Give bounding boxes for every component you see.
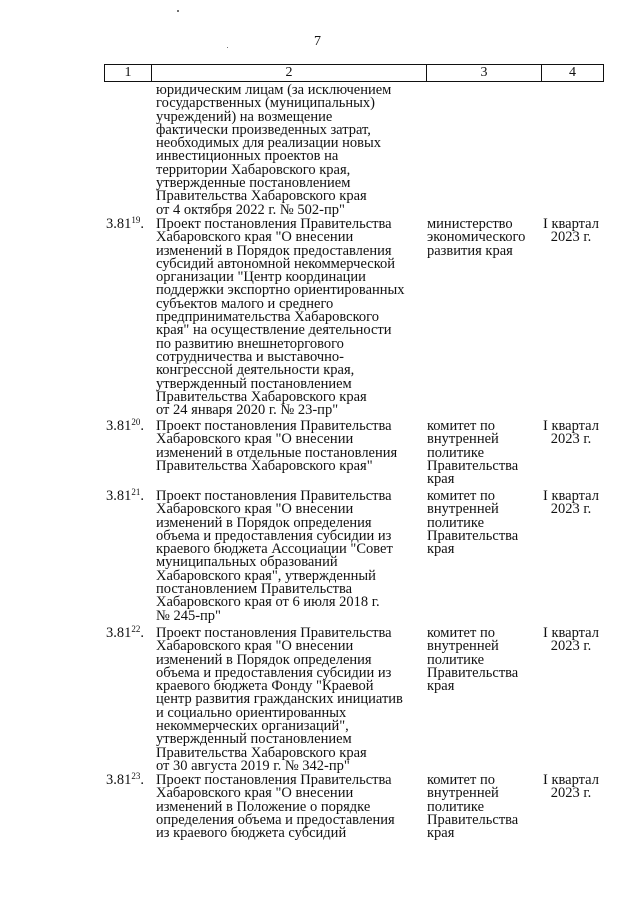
responsible-line: комитет по (427, 772, 495, 788)
responsible-line: экономического (427, 229, 526, 246)
responsible-line: министерство (427, 216, 513, 232)
responsible-line: края (427, 678, 455, 695)
responsible-line: края (427, 825, 455, 842)
responsible-line: комитет по (427, 488, 495, 504)
description-line: Проект постановления Правительства (156, 216, 392, 232)
description-line: от 24 января 2020 г. № 23-пр" (156, 402, 339, 419)
description-line: утвержденный постановлением (156, 731, 352, 748)
description-line: определения объема и предоставления (156, 811, 395, 828)
description-line: Правительства Хабаровского края (156, 744, 367, 761)
description-line: объема и предоставления субсидии из (156, 527, 392, 544)
description-line: организации "Центр координации (156, 269, 366, 286)
description-line: Хабаровского края "О внесении (156, 785, 354, 802)
row-deadline (538, 490, 604, 517)
table-header-row (104, 64, 604, 82)
description-line: Хабаровского края "О внесении (156, 229, 354, 246)
deadline-line: I квартал (543, 216, 599, 232)
row-description (156, 490, 424, 623)
description-line: Правительства Хабаровского края" (156, 457, 373, 474)
description-line: муниципальных образований (156, 554, 338, 571)
responsible-line: края (427, 471, 455, 488)
description-line: объема и предоставления субсидии из (156, 664, 392, 681)
description-line: Хабаровского края "О внесении (156, 638, 354, 655)
responsible-line: Правительства (427, 457, 519, 474)
description-line: изменений в Порядок определения (156, 514, 372, 531)
description-line: Хабаровского края от 6 июля 2018 г. (156, 594, 380, 611)
description-line: сотрудничества и выставочно- (156, 348, 344, 365)
description-line: учреждений) на возмещение (156, 108, 333, 125)
description-line: государственных (муниципальных) (156, 95, 375, 112)
deadline-line: I квартал (543, 625, 599, 641)
description-line: края" на осуществление деятельности (156, 322, 392, 339)
description-line: и социально ориентированных (156, 704, 347, 721)
responsible-line: края (427, 541, 455, 558)
row-number: 3.81$^{23}$. (106, 771, 144, 788)
responsible-line: политике (427, 651, 485, 668)
column-header-2: 2 (151, 65, 426, 81)
row-deadline (538, 774, 604, 801)
responsible-line: Правительства (427, 664, 519, 681)
deadline-line: 2023 г. (550, 229, 592, 246)
description-line: Проект постановления Правительства (156, 625, 392, 641)
description-line: субсидий автономной некоммерческой (156, 255, 396, 272)
row-responsible (427, 490, 537, 556)
description-line: предпринимательства Хабаровского (156, 309, 379, 326)
description-line: Проект постановления Правительства (156, 488, 392, 504)
responsible-line: политике (427, 798, 485, 815)
description-line: некоммерческих организаций", (156, 718, 349, 735)
description-line: Хабаровского края "О внесении (156, 431, 354, 448)
row-description (156, 84, 424, 217)
responsible-line: внутренней (427, 785, 499, 802)
description-line: Правительства Хабаровского края (156, 188, 367, 205)
description-line: из краевого бюджета субсидий (156, 825, 347, 842)
description-line: территории Хабаровского края, (156, 161, 351, 178)
row-number: 3.81$^{21}$. (106, 487, 144, 504)
row-number: 3.81$^{19}$. (106, 215, 144, 232)
responsible-line: политике (427, 444, 485, 461)
description-line: Проект постановления Правительства (156, 772, 392, 788)
column-header-3: 3 (426, 65, 541, 81)
responsible-line: Правительства (427, 527, 519, 544)
deadline-line: 2023 г. (550, 431, 592, 448)
deadline-line: I квартал (543, 772, 599, 788)
column-header-4: 4 (541, 65, 603, 81)
deadline-line: I квартал (543, 418, 599, 434)
page-number: 7 (314, 34, 321, 49)
row-deadline (538, 627, 604, 654)
description-line: краевого бюджета Фонду "Краевой (156, 678, 374, 695)
deadline-line: 2023 г. (550, 638, 592, 655)
deadline-line: I квартал (543, 488, 599, 504)
description-line: центр развития гражданских инициатив (156, 691, 403, 708)
row-number-superscript: 21 (131, 487, 141, 497)
row-number-superscript: 19 (131, 215, 141, 225)
description-line: изменений в Порядок предоставления (156, 242, 392, 259)
responsible-line: внутренней (427, 501, 499, 518)
row-number-superscript: 23 (131, 771, 141, 781)
responsible-line: комитет по (427, 625, 495, 641)
description-line: Хабаровского края", утвержденный (156, 567, 376, 584)
row-responsible (427, 627, 537, 693)
description-line: субъектов малого и среднего (156, 295, 334, 312)
responsible-line: внутренней (427, 638, 499, 655)
deadline-line: 2023 г. (550, 501, 592, 518)
description-line: изменений в Положение о порядке (156, 798, 371, 815)
row-description (156, 627, 424, 773)
responsible-line: комитет по (427, 418, 495, 434)
row-responsible (427, 774, 537, 840)
row-deadline (538, 218, 604, 245)
responsible-line: Правительства (427, 811, 519, 828)
responsible-line: внутренней (427, 431, 499, 448)
description-line: от 4 октября 2022 г. № 502-пр" (156, 201, 345, 218)
description-line: изменений в отдельные постановления (156, 444, 398, 461)
description-line: инвестиционных проектов на (156, 148, 339, 165)
deadline-line: 2023 г. (550, 785, 592, 802)
row-deadline (538, 420, 604, 447)
row-responsible (427, 420, 537, 486)
description-line: по развитию внешнеторгового (156, 335, 344, 352)
row-number: 3.81$^{22}$. (106, 624, 144, 641)
description-line: поддержки экспортно ориентированных (156, 282, 405, 299)
scan-speck (177, 10, 179, 12)
description-line: Хабаровского края "О внесении (156, 501, 354, 518)
description-line: Правительства Хабаровского края (156, 388, 367, 405)
description-line: изменений в Порядок определения (156, 651, 372, 668)
description-line: Проект постановления Правительства (156, 418, 392, 434)
description-line: необходимых для реализации новых (156, 135, 381, 152)
description-line: от 30 августа 2019 г. № 342-пр" (156, 757, 350, 774)
description-line: № 245-пр" (156, 607, 221, 624)
column-header-1: 1 (124, 65, 132, 80)
description-line: юридическим лицам (за исключением (156, 82, 392, 98)
responsible-line: развития края (427, 242, 513, 259)
row-number-superscript: 20 (131, 417, 141, 427)
description-line: утвержденный постановлением (156, 375, 352, 392)
row-description (156, 218, 424, 417)
row-number: 3.81$^{20}$. (106, 417, 144, 434)
description-line: краевого бюджета Ассоциации "Совет (156, 541, 393, 558)
row-description (156, 774, 424, 840)
description-line: постановлением Правительства (156, 581, 353, 598)
row-responsible (427, 218, 537, 258)
description-line: утвержденные постановлением (156, 175, 351, 192)
description-line: фактически произведенных затрат, (156, 121, 371, 138)
description-line: конгрессной деятельности края, (156, 362, 355, 379)
row-description (156, 420, 424, 473)
row-number-superscript: 22 (131, 624, 141, 634)
responsible-line: политике (427, 514, 485, 531)
